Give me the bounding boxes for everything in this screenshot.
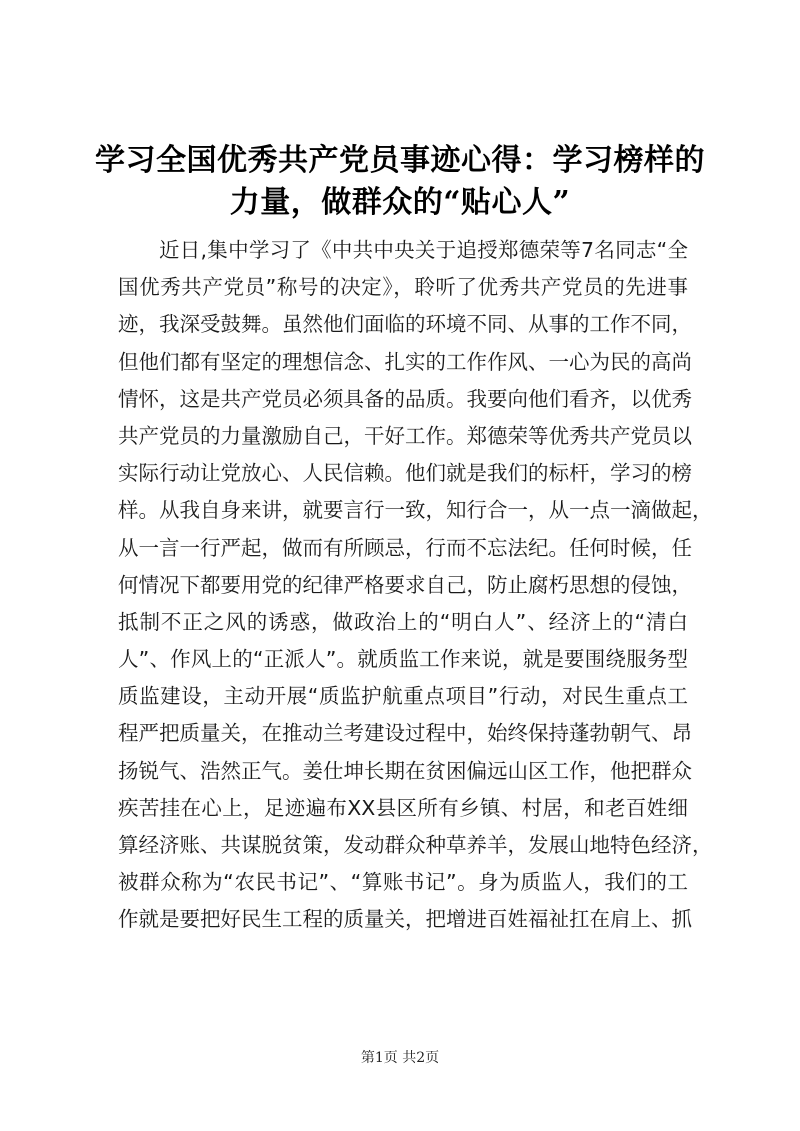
body-line: 但他们都有坚定的理想信念、扎实的工作作风、一心为民的高尚 [118,349,692,374]
title-line: 学习全国优秀共产党员事迹心得：学习榜样的 [95,143,705,178]
body-line: 近日,集中学习了《中共中央关于追授郑德荣等7名同志“全 [159,238,688,262]
body-line: 迹，我深受鼓舞。虽然他们面临的环境不同、从事的工作不同， [118,312,692,337]
body-line: 情怀，这是共产党员必须具备的品质。我要向他们看齐，以优秀 [118,386,692,411]
body-line: 从一言一行严起，做而有所顾忌，行而不忘法纪。任何时候，任 [118,535,692,560]
body-line: 何情况下都要用党的纪律严格要求自己，防止腐朽思想的侵蚀， [118,572,692,597]
body-paragraph [118,232,713,939]
body-line: 人”、作风上的“正派人”。就质监工作来说，就是要围绕服务型 [118,647,688,672]
body-line: 抵制不正之风的诱惑，做政治上的“明白人”、经济上的“清白 [118,609,688,634]
body-line: 程严把质量关，在推动兰考建设过程中，始终保持蓬勃朝气、昂 [118,721,692,746]
body-line: 实际行动让党放心、人民信赖。他们就是我们的标杆，学习的榜 [118,461,692,486]
body-line: 扬锐气、浩然正气。姜仕坤长期在贫困偏远山区工作，他把群众 [118,758,692,783]
document-title [90,140,710,224]
body-line: 算经济账、共谋脱贫策，发动群众种草养羊，发展山地特色经济， [118,833,713,857]
body-line: 样。从我自身来讲，就要言行一致，知行合一，从一点一滴做起， [118,498,713,523]
page-footer: 第1页 共2页 [360,1050,440,1066]
body-line: 作就是要把好民生工程的质量关，把增进百姓福祉扛在肩上、抓 [118,907,692,932]
body-line: 疾苦挂在心上，足迹遍布XX县区所有乡镇、村居，和老百姓细 [118,795,688,820]
body-line: 被群众称为“农民书记”、“算账书记”。身为质监人，我们的工 [118,870,688,895]
body-line: 质监建设，主动开展“质监护航重点项目”行动，对民生重点工 [118,684,688,709]
body-line: 国优秀共产党员”称号的决定》，聆听了优秀共产党员的先进事 [118,275,688,300]
body-line: 共产党员的力量激励自己，干好工作。郑德荣等优秀共产党员以 [118,423,692,448]
title-line: 力量，做群众的“贴心人” [229,185,571,220]
